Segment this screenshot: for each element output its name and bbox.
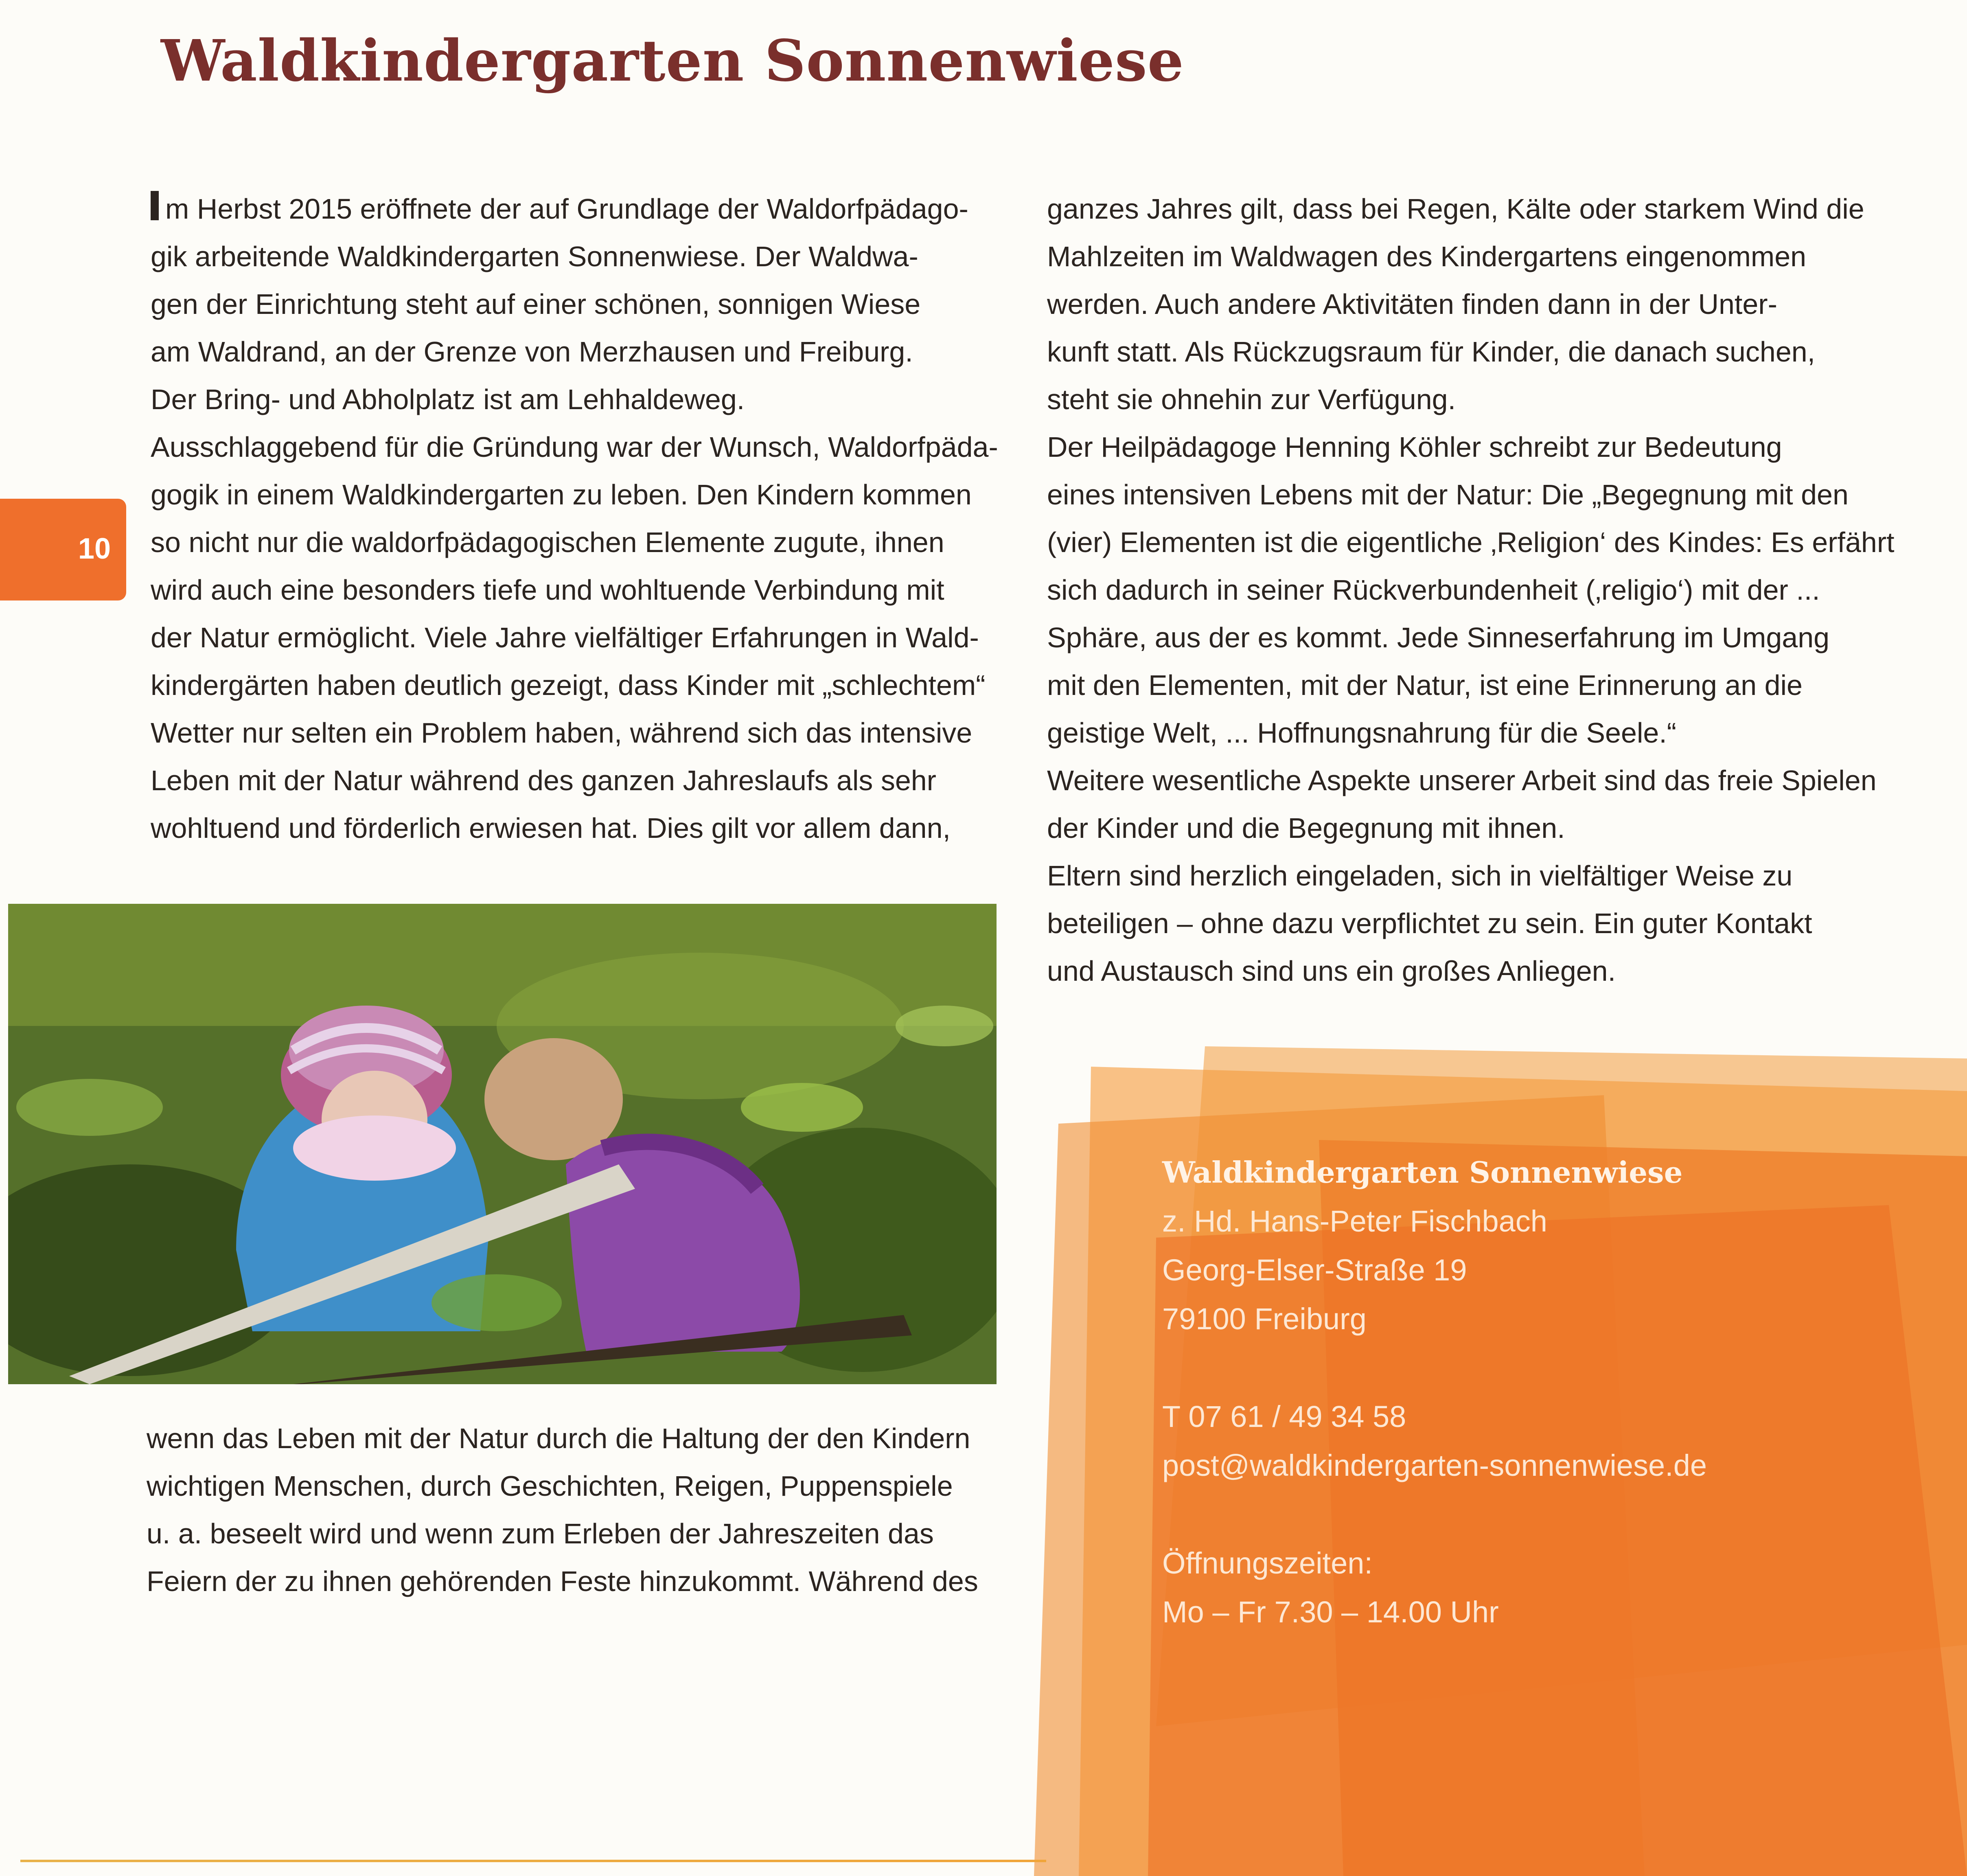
- text-line-content: m Herbst 2015 eröffnete der auf Grundlage der Waldorfpädago-: [165, 193, 968, 225]
- text-line: u. a. beseelt wird und wenn zum Erleben der Jahreszeiten das: [147, 1518, 934, 1549]
- children-in-forest-photo: [8, 904, 997, 1384]
- contact-name: Waldkindergarten Sonnenwiese: [1162, 1155, 1683, 1190]
- text-line: Sphäre, aus der es kommt. Jede Sinneserfahrung im Umgang: [1047, 622, 1830, 653]
- text-line: der Kinder und die Begegnung mit ihnen.: [1047, 812, 1565, 844]
- contact-block: [1162, 1148, 1936, 1637]
- text-line: mit den Elementen, mit der Natur, ist eine Erinnerung an die: [1047, 669, 1803, 701]
- article-column-left-top: [151, 185, 1001, 852]
- spacer: [1162, 1343, 1936, 1392]
- text-line: Ausschlaggebend für die Gründung war der Wunsch, Waldorfpäda-: [151, 431, 998, 463]
- contact-phone: T 07 61 / 49 34 58: [1162, 1400, 1406, 1433]
- text-line: Eltern sind herzlich eingeladen, sich in vielfältiger Weise zu: [1047, 860, 1793, 892]
- text-line: Weitere wesentliche Aspekte unserer Arbeit sind das freie Spielen: [1047, 765, 1877, 796]
- text-line: sich dadurch in seiner Rückverbundenheit (‚religio‘) mit der ...: [1047, 574, 1820, 606]
- photo-illustration: [8, 904, 997, 1384]
- text-line: ganzes Jahres gilt, dass bei Regen, Kälte oder starkem Wind die: [1047, 193, 1864, 225]
- bottom-rule: [20, 1860, 1046, 1862]
- text-line: werden. Auch andere Aktivitäten finden dann in der Unter-: [1047, 288, 1777, 320]
- text-line: beteiligen – ohne dazu verpflichtet zu sein. Ein guter Kontakt: [1047, 907, 1812, 939]
- text-line: steht sie ohnehin zur Verfügung.: [1047, 384, 1456, 415]
- text-line: Der Bring- und Abholplatz ist am Lehhaldeweg.: [151, 384, 745, 415]
- text-line: Mahlzeiten im Waldwagen des Kindergartens eingenommen: [1047, 241, 1807, 272]
- page-number-tab: [0, 499, 126, 600]
- contact-email: post@waldkindergarten-sonnenwiese.de: [1162, 1449, 1707, 1482]
- text-line: wohltuend und förderlich erwiesen hat. Dies gilt vor allem dann,: [151, 812, 951, 844]
- article-column-left-bottom: [147, 1415, 997, 1605]
- text-line: gik arbeitende Waldkindergarten Sonnenwiese. Der Waldwa-: [151, 241, 918, 272]
- text-line: wird auch eine besonders tiefe und wohltuende Verbindung mit: [151, 574, 944, 606]
- text-line: gen der Einrichtung steht auf einer schönen, sonnigen Wiese: [151, 288, 921, 320]
- text-line: Der Heilpädagoge Henning Köhler schreibt zur Bedeutung: [1047, 431, 1782, 463]
- text-line: [151, 185, 1001, 233]
- text-line: kindergärten haben deutlich gezeigt, dass Kinder mit „schlechtem“: [151, 669, 986, 701]
- text-line: am Waldrand, an der Grenze von Merzhausen und Freiburg.: [151, 336, 913, 368]
- text-line: wenn das Leben mit der Natur durch die Haltung der den Kindern: [147, 1422, 970, 1454]
- text-line: kunft statt. Als Rückzugsraum für Kinder, die danach suchen,: [1047, 336, 1816, 368]
- hours-value: Mo – Fr 7.30 – 14.00 Uhr: [1162, 1595, 1499, 1629]
- text-line: Feiern der zu ihnen gehörenden Feste hinzukommt. Während des: [147, 1565, 978, 1597]
- drop-cap-i: [151, 191, 159, 220]
- contact-street: Georg-Elser-Straße 19: [1162, 1253, 1467, 1287]
- article-column-right: [1047, 185, 1898, 995]
- text-line: der Natur ermöglicht. Viele Jahre vielfältiger Erfahrungen in Wald-: [151, 622, 979, 653]
- text-line: Leben mit der Natur während des ganzen Jahreslaufs als sehr: [151, 765, 936, 796]
- text-line: so nicht nur die waldorfpädagogischen Elemente zugute, ihnen: [151, 526, 944, 558]
- text-line: gogik in einem Waldkindergarten zu leben. Den Kindern kommen: [151, 479, 972, 511]
- contact-attn: z. Hd. Hans-Peter Fischbach: [1162, 1204, 1547, 1238]
- hours-label: Öffnungszeiten:: [1162, 1546, 1373, 1580]
- contact-city: 79100 Freiburg: [1162, 1302, 1367, 1336]
- text-line: eines intensiven Lebens mit der Natur: Die „Begegnung mit den: [1047, 479, 1849, 511]
- text-line: (vier) Elementen ist die eigentliche ‚Religion‘ des Kindes: Es erfährt: [1047, 526, 1895, 558]
- page-title: Waldkindergarten Sonnenwiese: [161, 28, 1184, 94]
- text-line: Wetter nur selten ein Problem haben, während sich das intensive: [151, 717, 973, 749]
- text-line: geistige Welt, ... Hoffnungsnahrung für die Seele.“: [1047, 717, 1677, 749]
- text-line: und Austausch sind uns ein großes Anliegen.: [1047, 955, 1616, 987]
- spacer: [1162, 1490, 1936, 1539]
- text-line: wichtigen Menschen, durch Geschichten, Reigen, Puppenspiele: [147, 1470, 953, 1502]
- page-number: 10: [78, 533, 111, 565]
